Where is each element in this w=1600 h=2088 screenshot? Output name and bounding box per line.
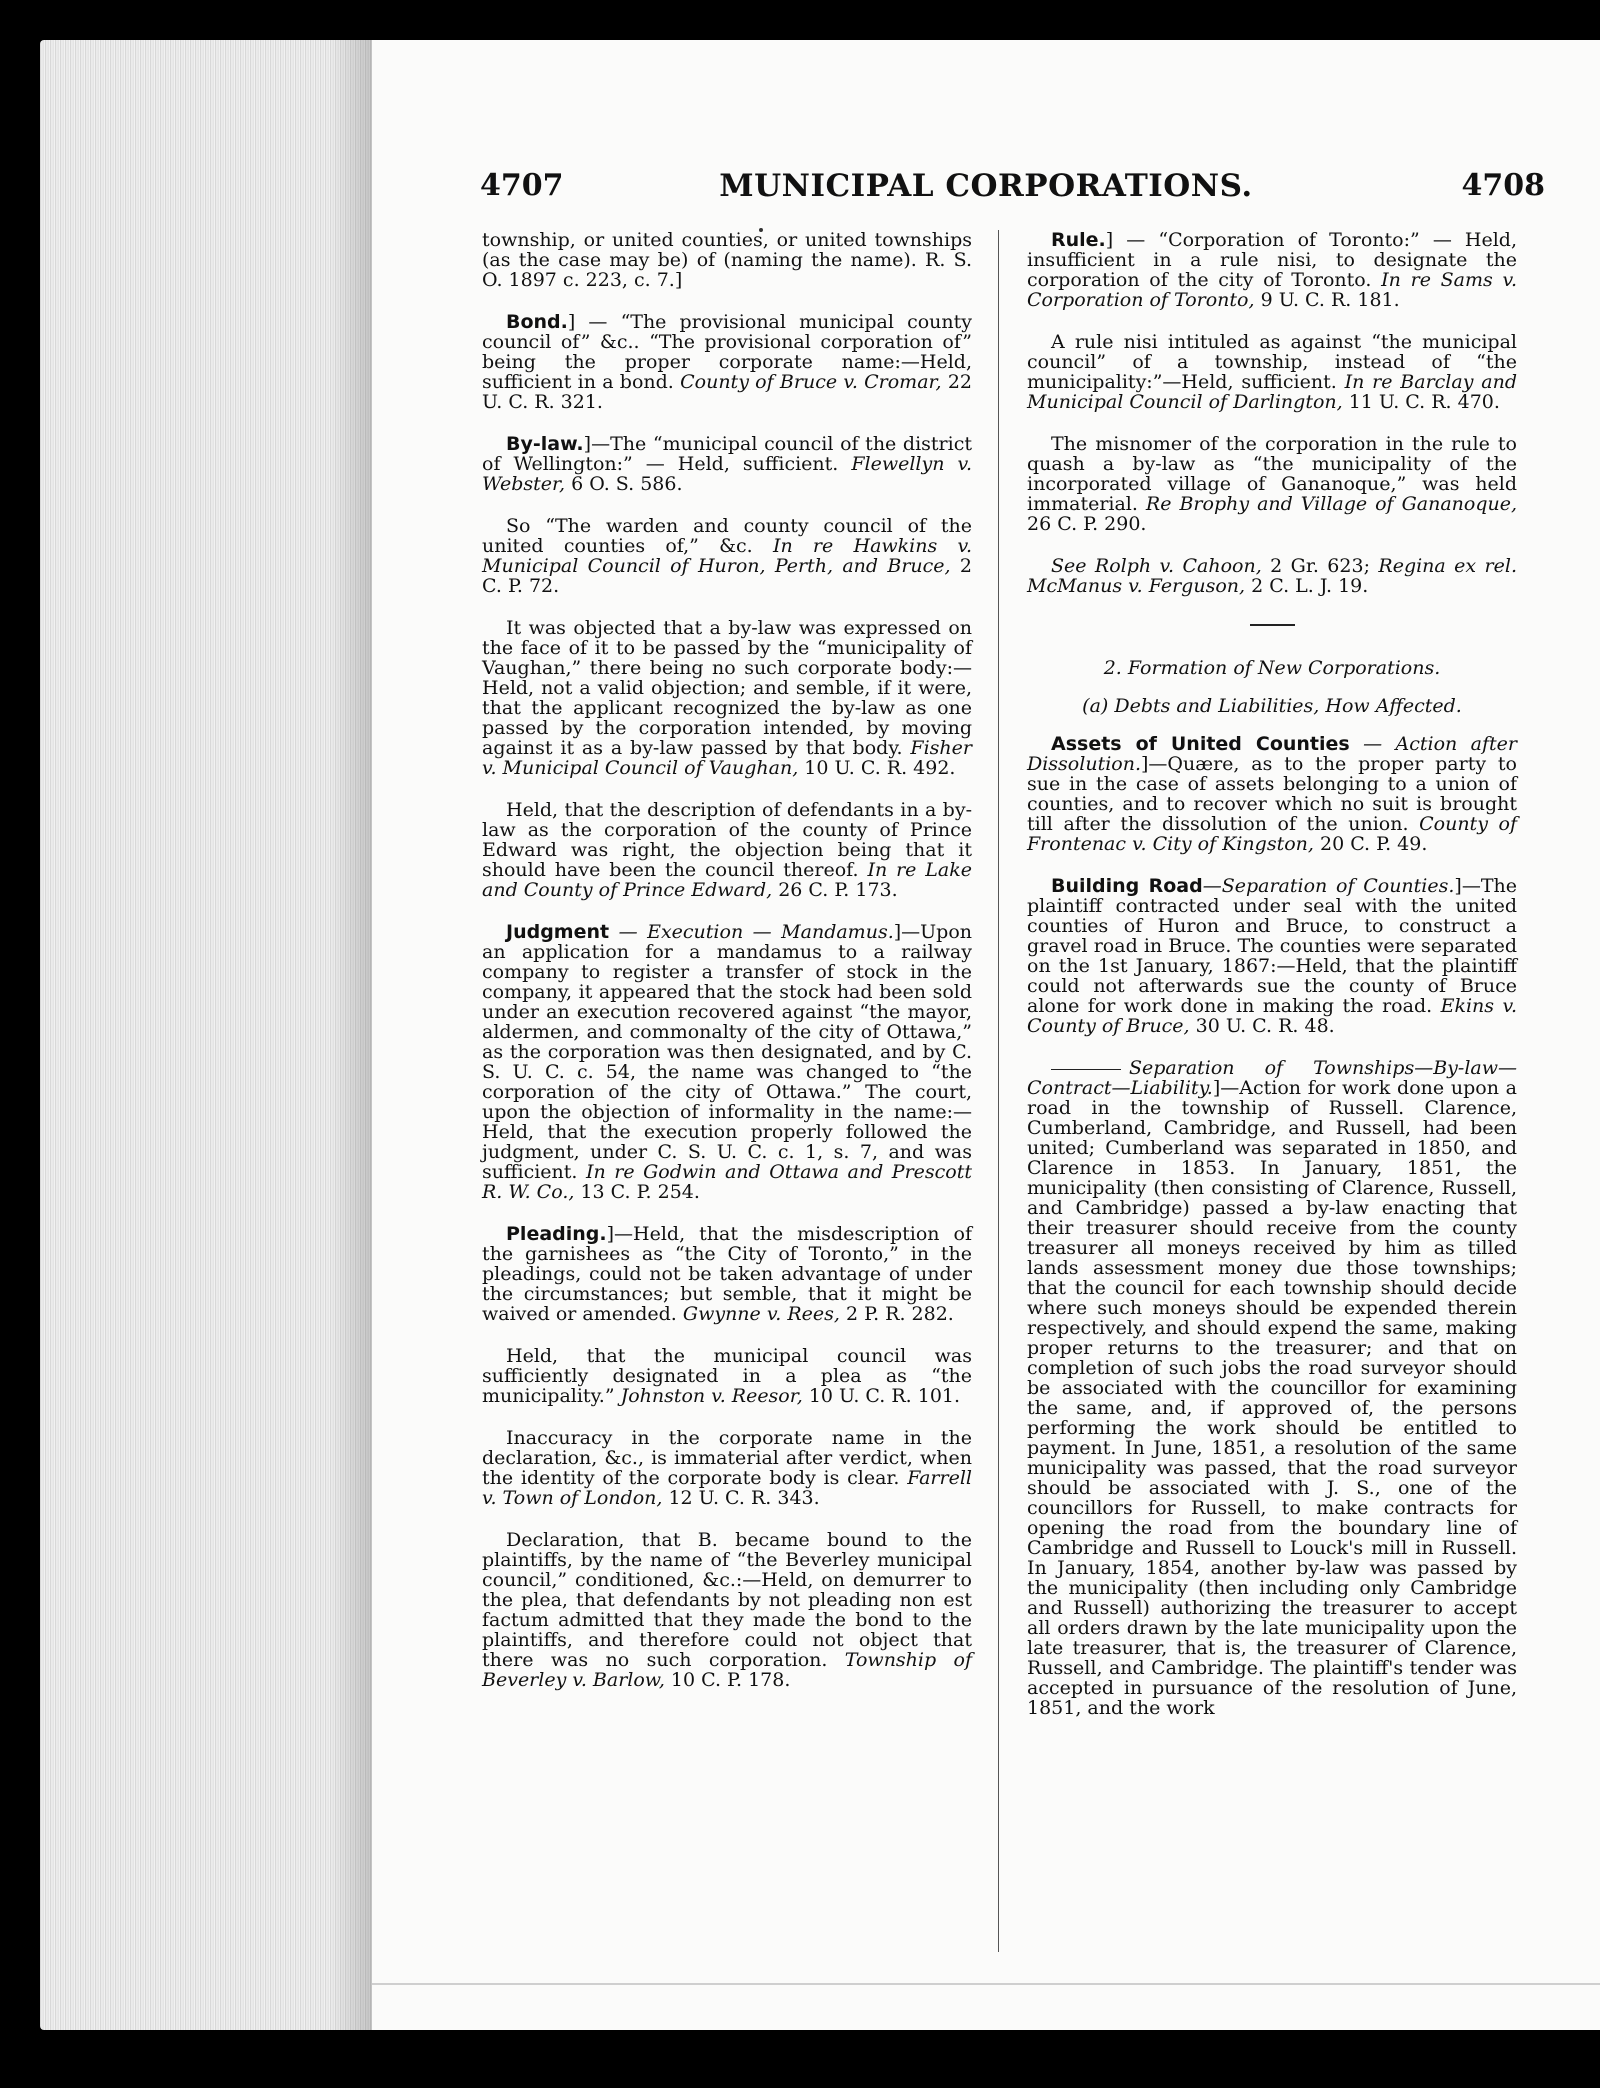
entry-rule-nisi: A rule nisi intituled as against “the municipal council” of a township, instead of “the municipality:”—Held, sufficient. In re Barclay and Municipal Council of Darlington, 11 U. C. R. 470. [1027,331,1517,413]
entry-continuation: township, or united counties, or united townships (as the case may be) of (naming the name). R. S. O. 1897 c. 223, c. 7.] [482,229,972,291]
entry-description: Held, that the description of defendants in a by-law as the corporation of the county of Prince Edward was right, the objection being that it should have been the council thereof. In re Lake and County of Prince Edward, 26 C. P. 173. [482,799,972,901]
section-heading: 2. Formation of New Corporations. [1103,657,1441,679]
case-citation: Farrell v. Town of London, [482,1467,972,1509]
entry-heading: Building Road [1051,875,1203,897]
case-citation: County of Bruce v. Cromar, [680,371,942,393]
entry-heading: Bond. [506,311,568,333]
entry-so: So “The warden and county council of the united counties of,” &c. In re Hawkins v. Municipal Council of Huron, Perth, and Bruce, 2 C. P. 72. [482,515,972,597]
subsection-heading: (a) Debts and Liabilities, How Affected. [1082,695,1462,717]
right-column [1027,230,1517,1740]
entry-bylaw: By-law.]—The “municipal council of the district of Wellington:” — Held, sufficient. Flewellyn v. Webster, 6 O. S. 586. [482,433,972,495]
page-title: MUNICIPAL CORPORATIONS. [719,168,1253,204]
case-citation: Regina ex rel. McManus v. Ferguson, [1027,555,1517,597]
page-bottom-edge [372,1983,1600,1985]
case-citation: Johnston v. Reesor, [620,1385,803,1407]
case-citation: In re Barclay and Municipal Council of Darlington, [1027,371,1517,413]
case-citation: See Rolph v. Cahoon, [1051,555,1262,577]
book-page-edges [40,40,375,2030]
case-citation: Fisher v. Municipal Council of Vaughan, [482,737,972,779]
entry-declaration: Declaration, that B. became bound to the plaintiffs, by the name of “the Beverley municipal council,” conditioned, &c.:—Held, on demurrer to the plea, that defendants by not pleading non est factum admitted that they made the bond to the plaintiffs, and therefore could not object that there was no such corporation. Township of Beverley v. Barlow, 10 C. P. 178. [482,1529,973,1691]
entry-heading: Pleading. [506,1223,607,1245]
entry-subheading: — Action after Dissolution. [1027,733,1517,775]
entry-heading: Judgment [506,921,610,943]
entry-heading: Assets of United Counties [1051,733,1350,755]
entry-rule: Rule.] — “Corporation of Toronto:” — Held, insufficient in a rule nisi, to designate the corporation of the city of Toronto. In re Sams v. Corporation of Toronto, 9 U. C. R. 181. [1027,229,1517,311]
section-separator [1250,624,1295,626]
entry-building-road: Building Road—Separation of Counties.]—The plaintiff contracted under seal with the united counties of Huron and Bruce, to construct a gravel road in Bruce. The counties were separated on the 1st January, 1867:—Held, that the plaintiff could not afterwards sue the county of Bruce alone for work done in making the road. Ekins v. County of Bruce, 30 U. C. R. 48. [1027,875,1517,1037]
entry-see-also: See Rolph v. Cahoon, 2 Gr. 623; Regina ex rel. McManus v. Ferguson, 2 C. L. J. 19. [1027,555,1517,597]
case-citation: Township of Beverley v. Barlow, [482,1649,973,1691]
gutter-shadow [330,40,375,2030]
entry-misnomer: The misnomer of the corporation in the rule to quash a by-law as “the municipality of the incorporated village of Gananoque,” was held immaterial. Re Brophy and Village of Gananoque, 26 C. P. 290. [1027,433,1518,535]
case-citation: In re Lake and County of Prince Edward, [482,859,972,901]
column-divider [998,230,999,1952]
book-page [372,40,1600,2030]
page-number-left: 4707 [480,168,564,203]
entry-subheading: — Execution — Mandamus. [609,921,894,943]
case-citation: Ekins v. County of Bruce, [1027,995,1517,1037]
case-citation: In re Hawkins v. Municipal Council of Huron, Perth, and Bruce, [482,535,972,577]
case-citation: In re Sams v. Corporation of Toronto, [1027,269,1517,311]
entry-separation-townships: Separation of Townships—By-law—Contract—Liability.]—Action for work done upon a road in the township of Russell. Clarence, Cumberland, Cambridge, and Russell, had been united; Cumberland was separated in 1850, and Clarence in 1853. In January, 1851, the municipality (then consisting of Clarence, Russell, and Cambridge) passed a by-law enacting that their treasurer should receive from the county treasurer all moneys received by him as tilled lands assessment money due those townships; that the council for each township should decide where such moneys should be expended therein respectively, and should expend the same, making proper returns to the treasurer; and that on completion of such jobs the road surveyor should be associated with the councillor for examining the same, and, if approved of, the persons performing the work should be entitled to payment. In June, 1851, a resolution of the same municipality was passed, that the road surveyor should be associated with J. S., one of the councillors for Russell, to make contracts for opening the road from the boundary line of Cambridge and Russell to Louck's mill in Russell. In January, 1854, another by-law was passed by the municipality (then including only Cambridge and Russell) authorizing the treasurer to accept all orders drawn by the late municipality upon the late treasurer, that is, the treasurer of Clarence, Russell, and Cambridge. The plaintiff's tender was accepted in pursuance of the resolution of June, 1851, and the work [1027,1057,1517,1719]
entry-assets: Assets of United Counties — Action after Dissolution.]—Quære, as to the proper party to sue in the case of assets belonging to a union of counties, and to recover which no suit is brought till after the dissolution of the union. County of Frontenac v. City of Kingston, 20 C. P. 49. [1027,733,1517,855]
running-head [372,168,1600,218]
case-citation: County of Frontenac v. City of Kingston, [1027,813,1517,855]
entry-subheading: Separation of Townships—By-law—Contract—Liability. [1027,1057,1517,1099]
case-citation: Flewellyn v. Webster, [482,453,972,495]
entry-objected: It was objected that a by-law was expressed on the face of it to be passed by the “municipality of Vaughan,” there being no such corporate body:—Held, not a valid objection; and semble, if it were, that the applicant recognized the by-law as one passed by the corporation intended, by moving against it as a by-law passed by that body. Fisher v. Municipal Council of Vaughan, 10 U. C. R. 492. [482,617,972,779]
entry-judgment: Judgment — Execution — Mandamus.]—Upon an application for a mandamus to a railway company to register a transfer of stock in the company, it appeared that the stock had been sold under an execution recovered against “the mayor, aldermen, and commonalty of the city of Ottawa,” as the corporation was then designated, and by C. S. U. C. c. 54, the name was changed to “the corporation of the city of Ottawa.” The court, upon the objection of informality in the name:—Held, that the execution properly followed the judgment, under C. S. U. C. c. 1, s. 7, and was sufficient. In re Godwin and Ottawa and Prescott R. W. Co., 13 C. P. 254. [482,921,972,1203]
entry-heading: Rule. [1051,229,1106,251]
entry-subheading: —Separation of Counties. [1202,875,1455,897]
entry-bond: Bond.] — “The provisional municipal county council of” &c.. “The provisional corporation of” being the proper corporate name:—Held, sufficient in a bond. County of Bruce v. Cromar, 22 U. C. R. 321. [482,311,972,413]
case-citation: Re Brophy and Village of Gananoque, [1145,493,1518,515]
case-citation: Gwynne v. Rees, [682,1303,840,1325]
page-number-right: 4708 [1461,168,1545,203]
ditto-dash [1051,1069,1121,1070]
entry-inaccuracy: Inaccuracy in the corporate name in the declaration, &c., is immaterial after verdict, when the identity of the corporate body is clear. Farrell v. Town of London, 12 U. C. R. 343. [482,1427,972,1509]
entry-heading: By-law. [506,433,584,455]
left-column [482,230,972,1712]
entry-pleading: Pleading.]—Held, that the misdescription of the garnishees as “the City of Toronto,” in the pleadings, could not be taken advantage of under the circumstances; but semble, that it might be waived or amended. Gwynne v. Rees, 2 P. R. 282. [482,1223,972,1325]
entry-sufficiently: Held, that the municipal council was sufficiently designated in a plea as “the municipality.” Johnston v. Reesor, 10 U. C. R. 101. [482,1345,972,1407]
case-citation: In re Godwin and Ottawa and Prescott R. W. Co., [482,1161,972,1203]
